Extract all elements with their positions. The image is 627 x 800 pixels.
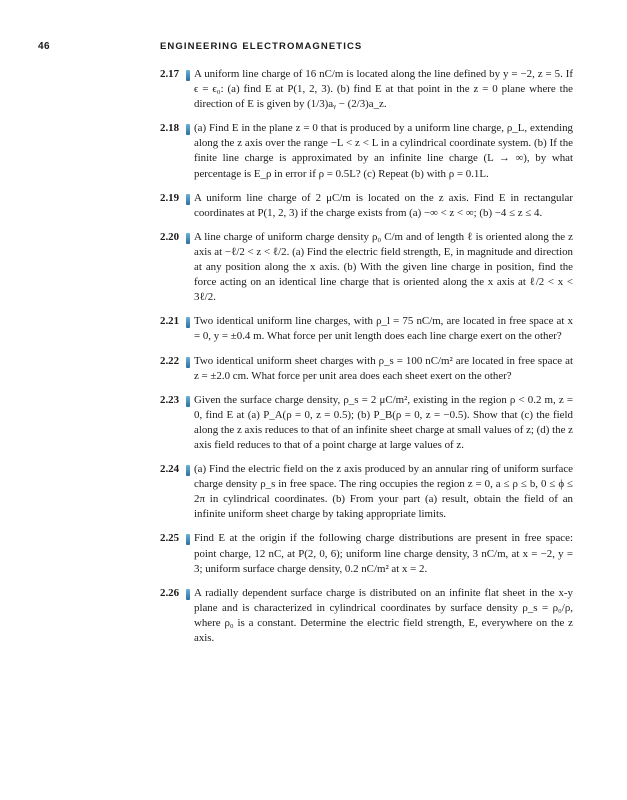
- problem-number: 2.22: [160, 354, 180, 367]
- problem-number: 2.25: [160, 532, 180, 545]
- margin-marker-icon: [186, 317, 190, 328]
- problem-2-17: [158, 67, 573, 112]
- page-number: 46: [38, 41, 51, 52]
- margin-marker-icon: [186, 465, 190, 476]
- margin-marker-icon: [186, 589, 190, 600]
- problem-number: 2.23: [160, 393, 180, 406]
- problem-text: (a) Find E in the plane z = 0 that is produced by a uniform line charge, ρ_L, extending along the z axis over the range −L < z < L in a cylindrical coordinate system. (b) If the finite line charge is approximated by an infinite line charge (L → ∞), by what percentage is E_ρ in error if ρ = 0.5L? (c) Repeat (b) with ρ = 0.1L.: [194, 122, 573, 180]
- problem-text: (a) Find the electric field on the z axis produced by an annular ring of uniform surface charge density ρ_s in free space. The ring occupies the region z = 0, a ≤ ρ ≤ b, 0 ≤ ϕ ≤ 2π in cylindrical coordinates. (b) From your part (a) result, obtain the field of an infinite uniform sheet charge by taking appropriate limits.: [194, 463, 573, 521]
- problem-2-21: [158, 314, 573, 344]
- problem-2-24: [158, 462, 573, 522]
- problem-2-20: [158, 230, 573, 305]
- problem-number: 2.24: [160, 463, 180, 476]
- margin-marker-icon: [186, 70, 190, 81]
- margin-marker-icon: [186, 124, 190, 135]
- problem-number: 2.19: [160, 191, 180, 204]
- problem-number: 2.17: [160, 68, 180, 80]
- problem-number: 2.20: [160, 230, 180, 243]
- running-head: ENGINEERING ELECTROMAGNETICS: [160, 41, 363, 52]
- margin-marker-icon: [186, 233, 190, 244]
- problem-list: [158, 67, 573, 655]
- problem-text: A radially dependent surface charge is distributed on an infinite flat sheet in the x-y plane and is characterized in cylindrical coordinates by surface density ρ_s = ρ₀/ρ, where ρ₀ is a constant. Determine the electric field strength, E, everywhere on the z axis.: [194, 586, 573, 644]
- problem-2-25: [158, 531, 573, 576]
- problem-2-22: [158, 354, 573, 384]
- problem-text: Two identical uniform line charges, with ρ_l = 75 nC/m, are located in free space at x = 0, y = ±0.4 m. What force per unit length does each line charge exert on the other?: [194, 315, 573, 343]
- problem-number: 2.21: [160, 315, 180, 328]
- problem-text: A uniform line charge of 16 nC/m is located along the line defined by y = −2, z = 5. If ϵ = ϵ₀: (a) find E at P(1, 2, 3). (b) find E at that point in the z = 0 plane where the direction of E is given by (1/3)aᵧ − (2/3)a_z.: [194, 68, 573, 111]
- margin-marker-icon: [186, 396, 190, 407]
- problem-number: 2.26: [160, 586, 180, 599]
- problem-text: A line charge of uniform charge density ρ₀ C/m and of length ℓ is oriented along the z axis at −ℓ/2 < z < ℓ/2. (a) Find the electric field strength, E, in magnitude and direction at any position along the x axis. (b) With the given line charge in position, find the force acting on an identical line charge that is oriented along the x axis at ℓ/2 < x < 3ℓ/2.: [194, 230, 573, 304]
- problem-2-19: [158, 191, 573, 221]
- problem-2-18: [158, 121, 573, 181]
- problem-text: Two identical uniform sheet charges with ρ_s = 100 nC/m² are located in free space at z = ±2.0 cm. What force per unit area does each sheet exert on the other?: [194, 354, 573, 382]
- margin-marker-icon: [186, 357, 190, 368]
- problem-number: 2.18: [160, 122, 180, 135]
- margin-marker-icon: [186, 194, 190, 205]
- problem-text: A uniform line charge of 2 μC/m is located on the z axis. Find E in rectangular coordinates at P(1, 2, 3) if the charge exists from (a) −∞ < z < ∞; (b) −4 ≤ z ≤ 4.: [194, 191, 573, 219]
- problem-text: Find E at the origin if the following charge distributions are present in free space: point charge, 12 nC, at P(2, 0, 6); uniform line charge density, 3 nC/m, at x = −2, y = 3; uniform surface charge density, 0.2 nC/m² at x = 2.: [194, 532, 573, 575]
- margin-marker-icon: [186, 534, 190, 545]
- problem-2-23: [158, 393, 573, 453]
- problem-text: Given the surface charge density, ρ_s = 2 μC/m², existing in the region ρ < 0.2 m, z = 0, find E at (a) P_A(ρ = 0, z = 0.5); (b) P_B(ρ = 0, z = −0.5). Show that (c) the field along the z axis reduces to that of an infinite sheet charge at small values of z; (d) the z axis field reduces to that of a point charge at large values of z.: [194, 393, 573, 451]
- problem-2-26: [158, 586, 573, 646]
